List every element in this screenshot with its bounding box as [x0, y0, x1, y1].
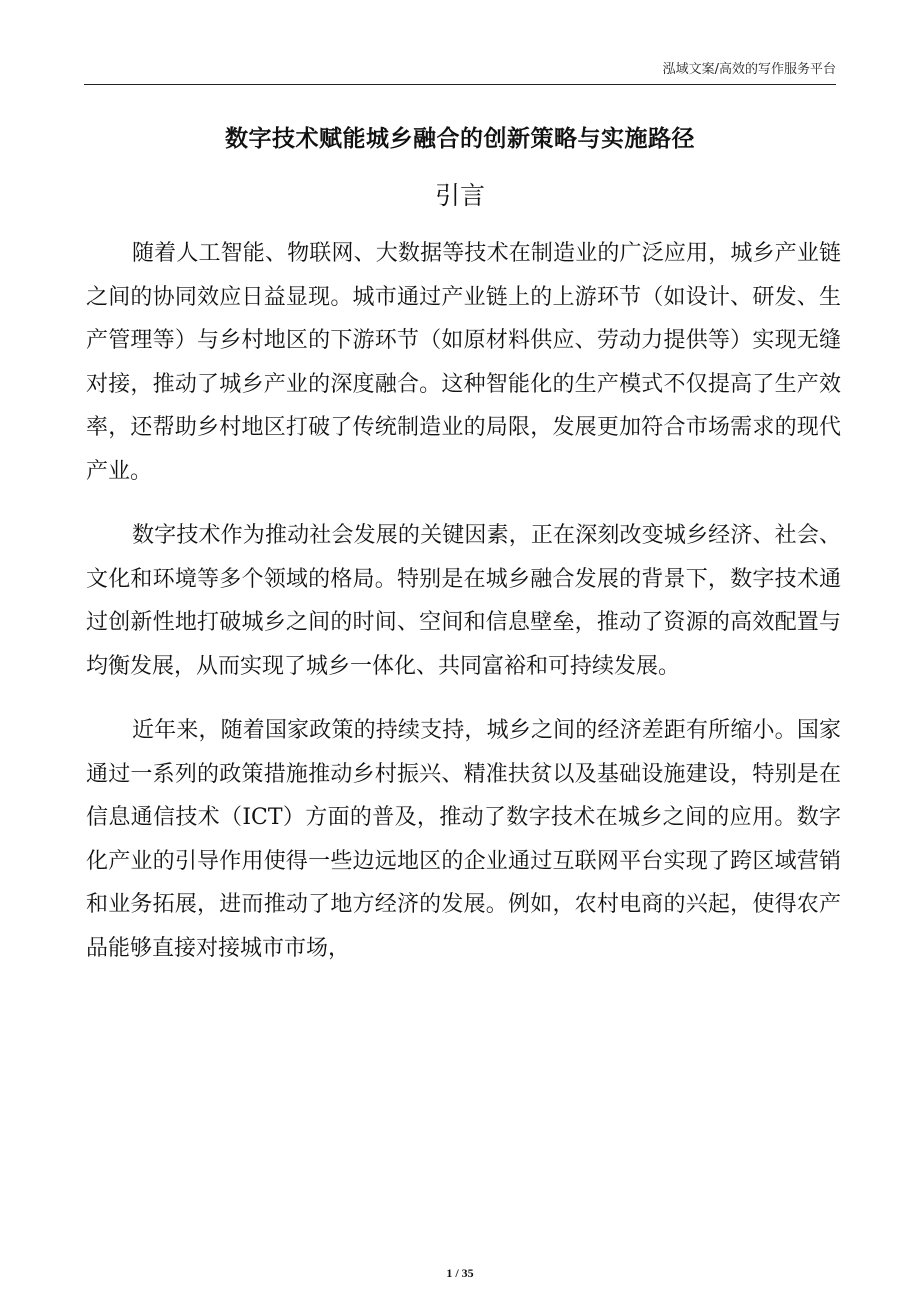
section-heading-introduction: 引言: [434, 181, 485, 210]
page-number: 1 / 35: [446, 1266, 474, 1280]
document-title: 数字技术赋能城乡融合的创新策略与实施路径: [225, 126, 695, 152]
body-paragraph-1: 随着人工智能、物联网、大数据等技术在制造业的广泛应用，城乡产业链之间的协同效应日益显现。城市通过产业链上的上游环节（如设计、研发、生产管理等）与乡村地区的下游环节（如原材料供应、劳动力提供等）实现无缝对接，推动了城乡产业的深度融合。这种智能化的生产模式不仅提高了生产效率，还帮助乡村地区打破了传统制造业的局限，发展更加符合市场需求的现代产业。: [86, 241, 841, 484]
body-paragraph-2: 数字技术作为推动社会发展的关键因素，正在深刻改变城乡经济、社会、文化和环境等多个领域的格局。特别是在城乡融合发展的背景下，数字技术通过创新性地打破城乡之间的时间、空间和信息壁垒，推动了资源的高效配置与均衡发展，从而实现了城乡一体化、共同富裕和可持续发展。: [86, 523, 841, 679]
header-brand-text: 泓域文案/高效的写作服务平台: [662, 62, 836, 77]
header-divider: [84, 84, 836, 85]
document-body: [86, 232, 841, 991]
body-paragraph-3: 近年来，随着国家政策的持续支持，城乡之间的经济差距有所缩小。国家通过一系列的政策措施推动乡村振兴、精准扶贫以及基础设施建设，特别是在信息通信技术（ICT）方面的普及，推动了数字技术在城乡之间的应用。数字化产业的引导作用使得一些边远地区的企业通过互联网平台实现了跨区域营销和业务拓展，进而推动了地方经济的发展。例如，农村电商的兴起，使得农产品能够直接对接城市市场，: [86, 718, 841, 961]
